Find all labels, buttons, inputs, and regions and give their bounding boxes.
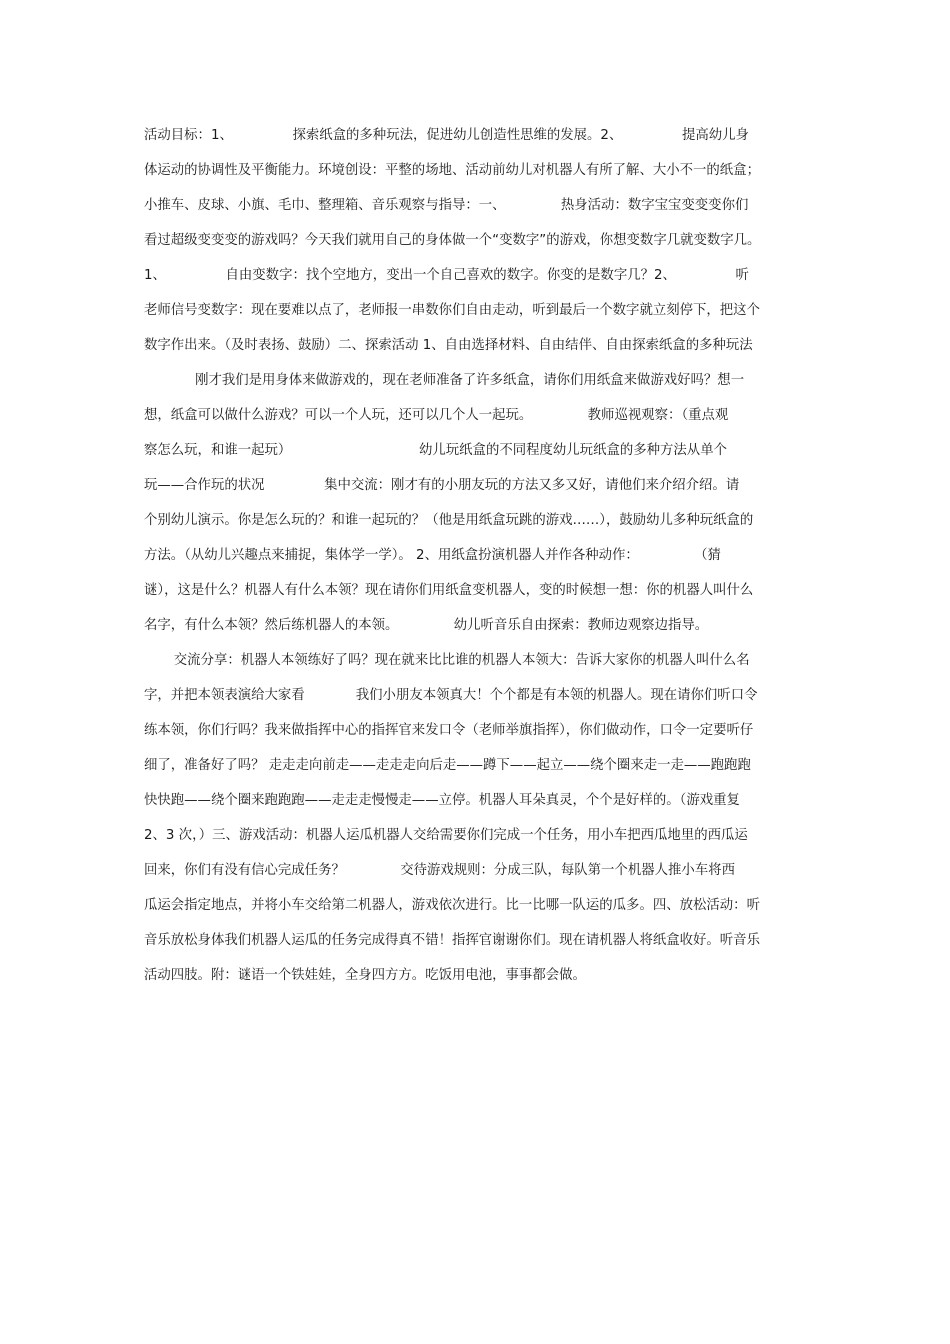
text-line: 方法。（从幼儿兴趣点来捕捉，集体学一学）。 2、用纸盒扮演机器人并作各种动作： （猜 — [144, 548, 721, 563]
text-line: 想，纸盒可以做什么游戏？可以一个人玩，还可以几个人一起玩。 教师巡视观察：（重点观 — [144, 408, 729, 423]
text-line: 谜），这是什么？机器人有什么本领？现在请你们用纸盒变机器人，变的时候想一想：你的机器人叫什么 — [144, 583, 754, 598]
text-line: 个别幼儿演示。你是怎么玩的？和谁一起玩的？（他是用纸盒玩跳的游戏……），鼓励幼儿多种玩纸盒的 — [144, 513, 754, 528]
text-line: 交流分享：机器人本领练好了吗？现在就来比比谁的机器人本领大：告诉大家你的机器人叫什么名 — [144, 653, 750, 668]
text-line: 数字作出来。（及时表扬、鼓励）二、探索活动 1、自由选择材料、自由结伴、自由探索纸盒的多种玩法 — [144, 338, 753, 353]
text-line: 看过超级变变变的游戏吗？今天我们就用自己的身体做一个“变数字”的游戏，你想变数字几就变数字几。 — [144, 233, 761, 248]
text-line: 练本领，你们行吗？我来做指挥中心的指挥官来发口令（老师举旗指挥），你们做动作，口令一定要听仔 — [144, 723, 754, 738]
text-line: 体运动的协调性及平衡能力。环境创设：平整的场地、活动前幼儿对机器人有所了解、大小不一的纸盒； — [144, 163, 760, 178]
text-line: 刚才我们是用身体来做游戏的，现在老师准备了许多纸盒，请你们用纸盒来做游戏好吗？想一 — [144, 373, 745, 388]
text-line: 小推车、皮球、小旗、毛巾、整理箱、音乐观察与指导：一、 热身活动：数字宝宝变变变你们 — [144, 198, 749, 213]
text-line: 1、 自由变数字：找个空地方，变出一个自己喜欢的数字。你变的是数字几？2、 听 — [144, 268, 749, 283]
text-line: 快快跑——绕个圈来跑跑跑——走走走慢慢走——立停。机器人耳朵真灵，个个是好样的。（游戏重复 — [144, 793, 740, 808]
body-text — [144, 124, 824, 999]
text-line: 活动四肢。附：谜语一个铁娃娃，全身四方方。吃饭用电池，事事都会做。 — [144, 968, 586, 983]
text-line: 名字，有什么本领？然后练机器人的本领。 幼儿听音乐自由探索：教师边观察边指导。 — [144, 618, 709, 633]
text-line: 老师信号变数字：现在要难以点了，老师报一串数你们自由走动，听到最后一个数字就立刻停下，把这个 — [144, 303, 760, 318]
text-line: 活动目标：1、 探索纸盒的多种玩法，促进幼儿创造性思维的发展。2、 提高幼儿身 — [144, 128, 749, 143]
text-line: 察怎么玩，和谁一起玩） 幼儿玩纸盒的不同程度幼儿玩纸盒的多种方法从单个 — [144, 443, 727, 458]
text-line: 回来，你们有没有信心完成任务？ 交待游戏规则：分成三队，每队第一个机器人推小车将西 — [144, 863, 735, 878]
text-line: 细了，准备好了吗？ 走走走向前走——走走走向后走——蹲下——起立——绕个圈来走一走——跑跑跑 — [144, 758, 751, 773]
text-line: 字，并把本领表演给大家看 我们小朋友本领真大！个个都是有本领的机器人。现在请你们听口令 — [144, 688, 758, 703]
text-line: 音乐放松身体我们机器人运瓜的任务完成得真不错！指挥官谢谢你们。现在请机器人将纸盒收好。听音乐 — [144, 933, 760, 948]
text-line: 玩——合作玩的状况 集中交流：刚才有的小朋友玩的方法又多又好，请他们来介绍介绍。请 — [144, 478, 740, 493]
text-line: 瓜运会指定地点，并将小车交给第二机器人，游戏依次进行。比一比哪一队运的瓜多。四、放松活动：听 — [144, 898, 760, 913]
text-line: 2、3 次，）三、游戏活动：机器人运瓜机器人交给需要你们完成一个任务，用小车把西瓜地里的西瓜运 — [144, 828, 748, 843]
